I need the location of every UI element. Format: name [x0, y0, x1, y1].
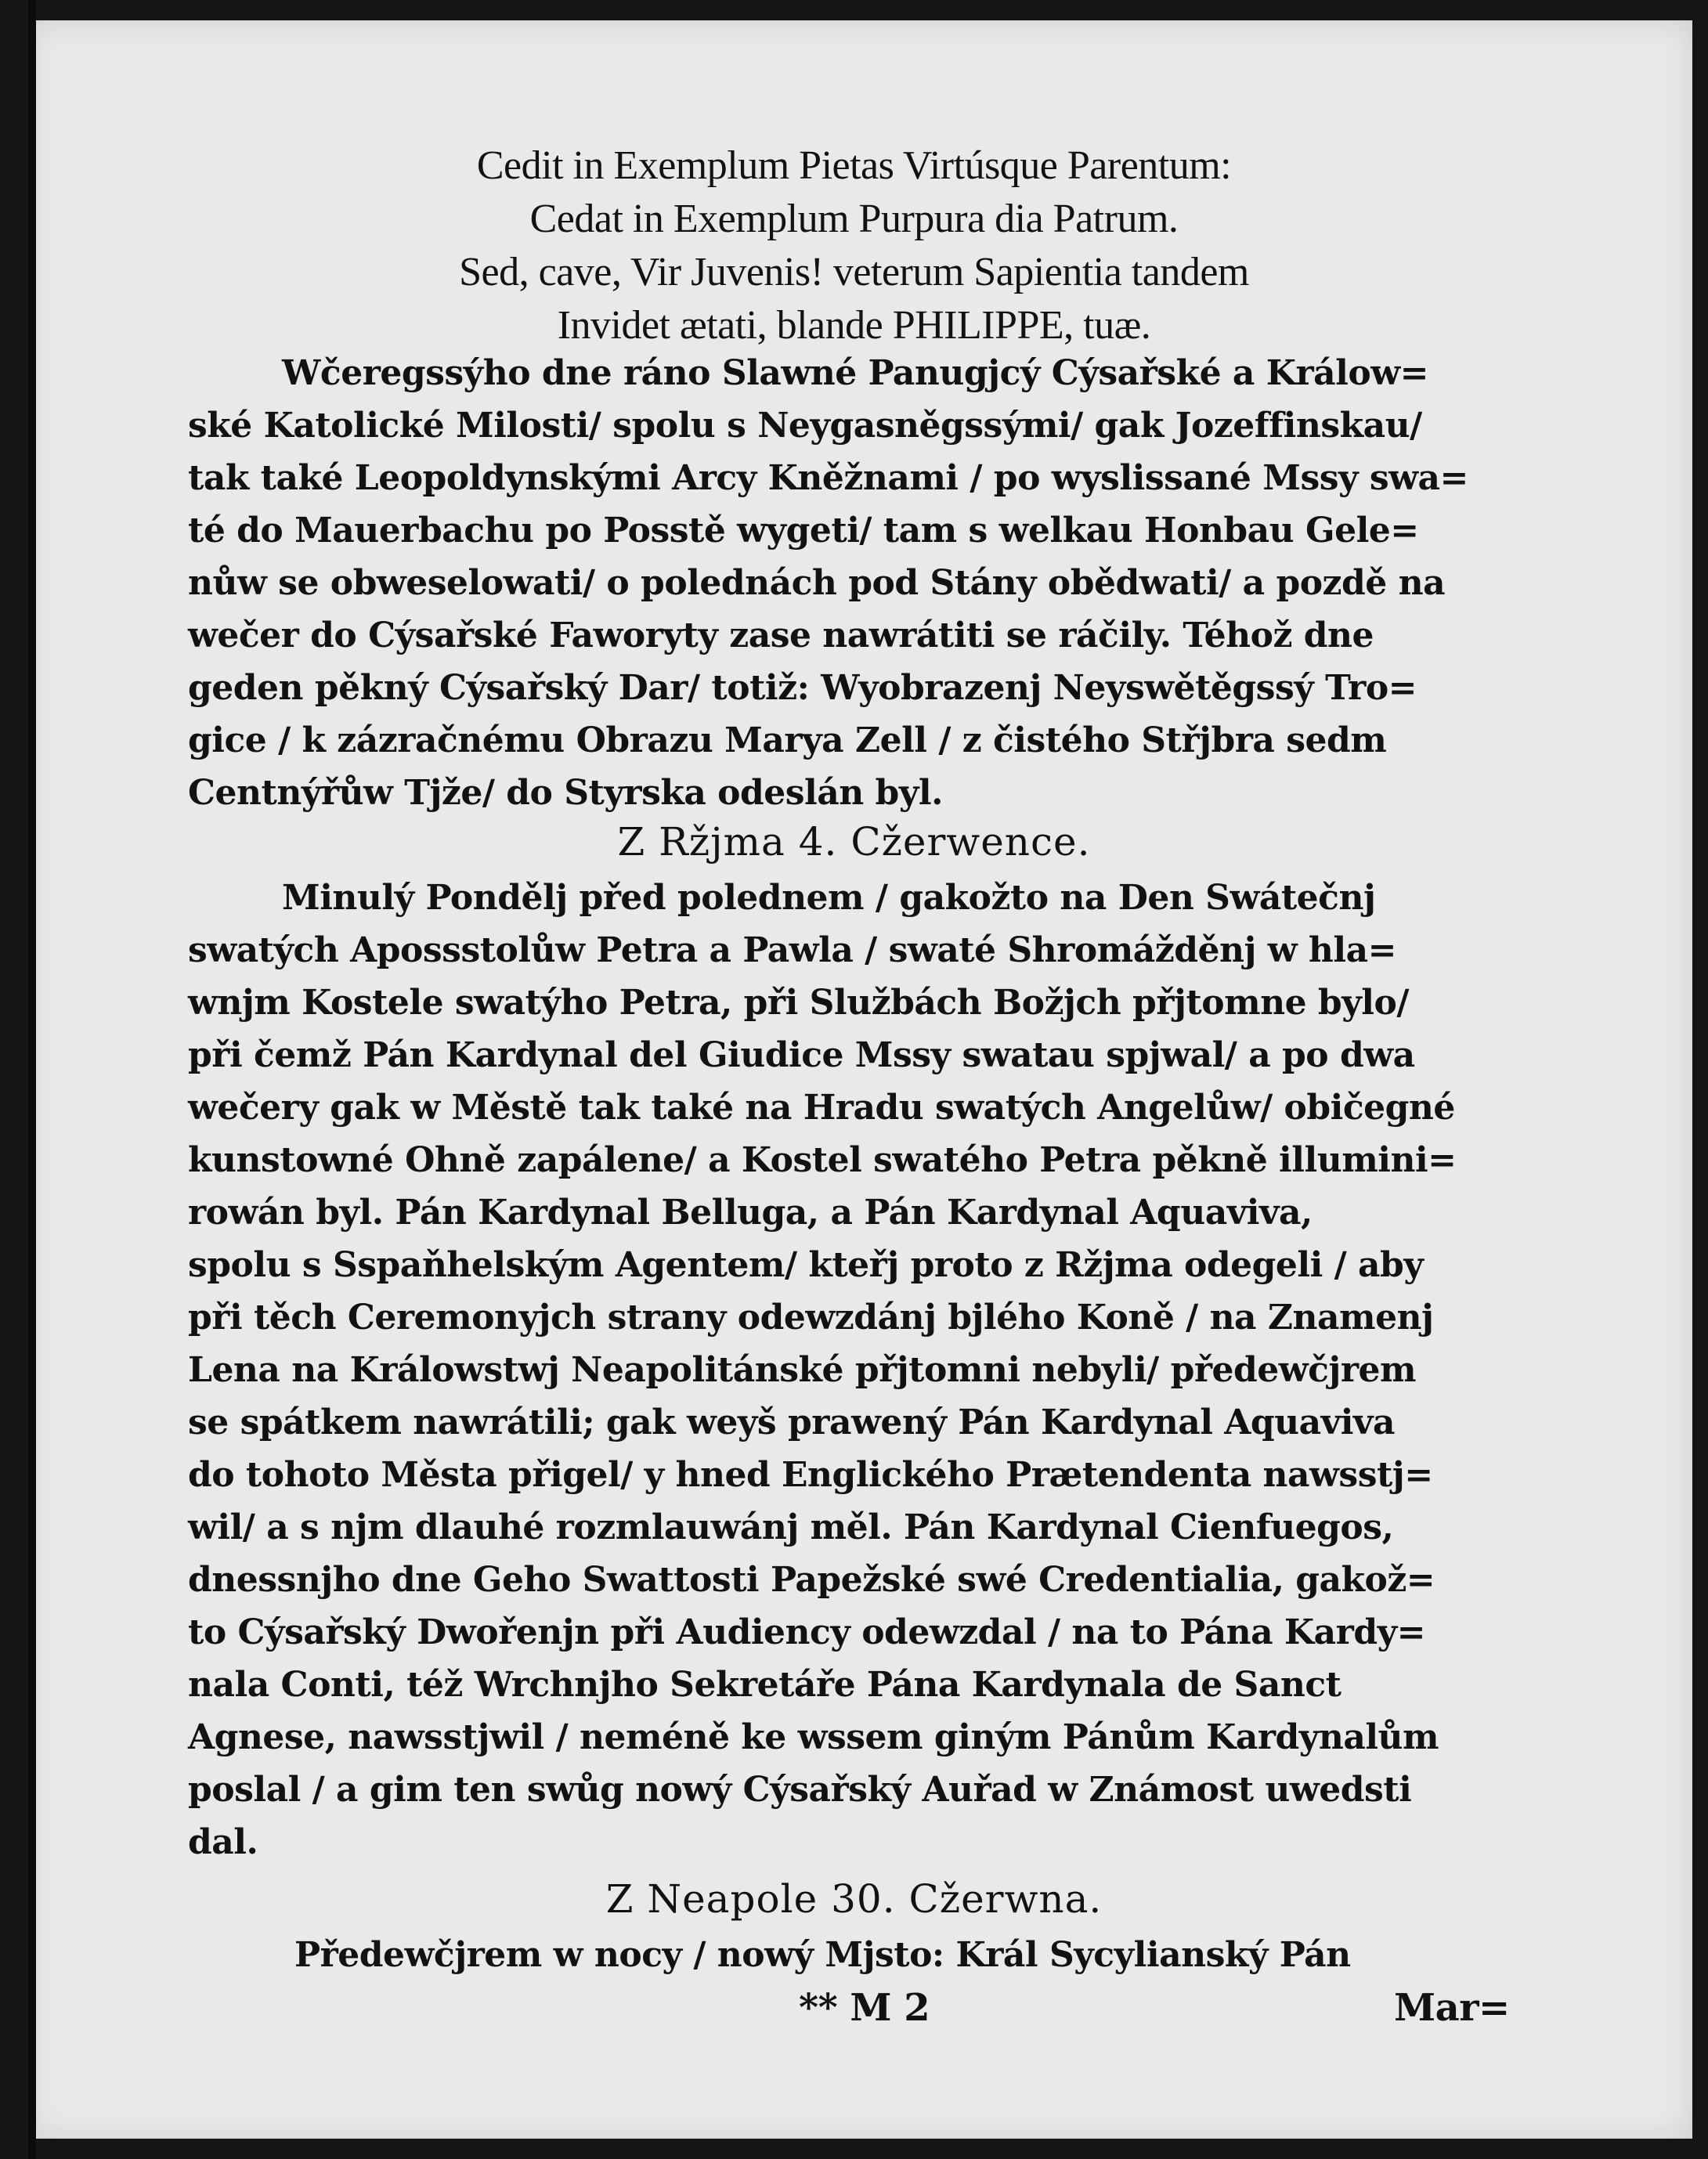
- text-line: geden pěkný Cýsařský Dar/ totiž: Wyobrazenj Neyswětěgssý Tro=: [188, 668, 1417, 708]
- text-line: Předewčjrem w nocy / nowý Mjsto: Král Sycylianský Pán: [294, 1935, 1351, 1975]
- text-line: wil/ a s njm dlauhé rozmlauwánj měl. Pán Kardynal Cienfuegos,: [188, 1507, 1394, 1547]
- text-line: wečery gak w Městě tak také na Hradu swatých Angelůw/ običegné: [188, 1088, 1455, 1128]
- text-line: poslal / a gim ten swůg nowý Cýsařský Auřad w Známost uwedsti: [188, 1770, 1412, 1810]
- text-line: Centnýřůw Tjže/ do Styrska odeslán byl.: [188, 773, 943, 813]
- verse-line: Cedat in Exemplum Purpura dia Patrum.: [529, 197, 1179, 241]
- text-line: té do Mauerbachu po Posstě wygeti/ tam s welkau Honbau Gele=: [188, 511, 1419, 551]
- text-line: při čemž Pán Kardynal del Giudice Mssy swatau spjwal/ a po dwa: [188, 1035, 1415, 1075]
- text-line: swatých Apossstolůw Petra a Pawla / swaté Shromážděnj w hla=: [188, 930, 1396, 970]
- text-line: spolu s Sspaňhelským Agentem/ kteřj proto z Ržjma odegeli / aby: [188, 1245, 1424, 1285]
- text-line: wnjm Kostele swatýho Petra, při Službách Božjch přjtomne bylo/: [188, 983, 1409, 1023]
- text-line: Agnese, nawsstjwil / neméně ke wssem giným Pánům Kardynalům: [188, 1717, 1439, 1757]
- text-line: Minulý Pondělj před polednem / gakožto na Den Swátečnj: [282, 878, 1376, 918]
- text-line: ské Katolické Milosti/ spolu s Neygasněgssými/ gak Jozeffinskau/: [188, 406, 1422, 446]
- text-line: to Cýsařský Dwořenjn při Audiency odewzdal / na to Pána Kardy=: [188, 1612, 1426, 1652]
- dateline-heading: Z Ržjma 4. Cžerwence.: [617, 819, 1091, 865]
- text-line: nůw se obweselowati/ o polednách pod Stány obědwati/ a pozdě na: [188, 563, 1446, 603]
- text-line: gice / k zázračnému Obrazu Marya Zell / z čistého Střjbra sedm: [188, 720, 1387, 760]
- text-line: dnessnjho dne Geho Swattosti Papežské swé Credentialia, gakož=: [188, 1560, 1435, 1600]
- text-line: se spátkem nawrátili; gak weyš prawený Pán Kardynal Aquaviva: [188, 1403, 1396, 1442]
- text-line: kunstowné Ohně zapálene/ a Kostel swatého Petra pěkně illumini=: [188, 1140, 1457, 1180]
- verse-line: Cedit in Exemplum Pietas Virtúsque Parentum:: [476, 143, 1232, 188]
- verse-line: Sed, cave, Vir Juvenis! veterum Sapientia tandem: [459, 250, 1249, 294]
- verse-line: Invidet ætati, blande PHILIPPE, tuæ.: [557, 303, 1151, 348]
- text-line: při těch Ceremonyjch strany odewzdánj bjlého Koně / na Znamenj: [188, 1298, 1434, 1338]
- text-line: Lena na Králowstwj Neapolitánské přjtomni nebyli/ předewčjrem: [188, 1350, 1417, 1390]
- catchword: Mar=: [1394, 1986, 1510, 2030]
- text-line: tak také Leopoldynskými Arcy Kněžnami / po wyslissané Mssy swa=: [188, 458, 1468, 498]
- text-line: Wčeregssýho dne ráno Slawné Panugjcý Cýsařské a Králow=: [282, 353, 1428, 393]
- text-line: nala Conti, též Wrchnjho Sekretáře Pána Kardynala de Sanct: [188, 1665, 1341, 1705]
- text-line: do tohoto Města přigel/ y hned Englického Prætendenta nawsstj=: [188, 1455, 1433, 1495]
- text-line: dal.: [188, 1822, 258, 1862]
- text-line: rowán byl. Pán Kardynal Belluga, a Pán Kardynal Aquaviva,: [188, 1193, 1313, 1233]
- signature-mark: ** M 2: [799, 1986, 930, 2030]
- text-line: wečer do Cýsařské Faworyty zase nawrátiti se ráčily. Téhož dne: [188, 616, 1374, 655]
- dateline-heading: Z Neapole 30. Cžerwna.: [605, 1876, 1103, 1922]
